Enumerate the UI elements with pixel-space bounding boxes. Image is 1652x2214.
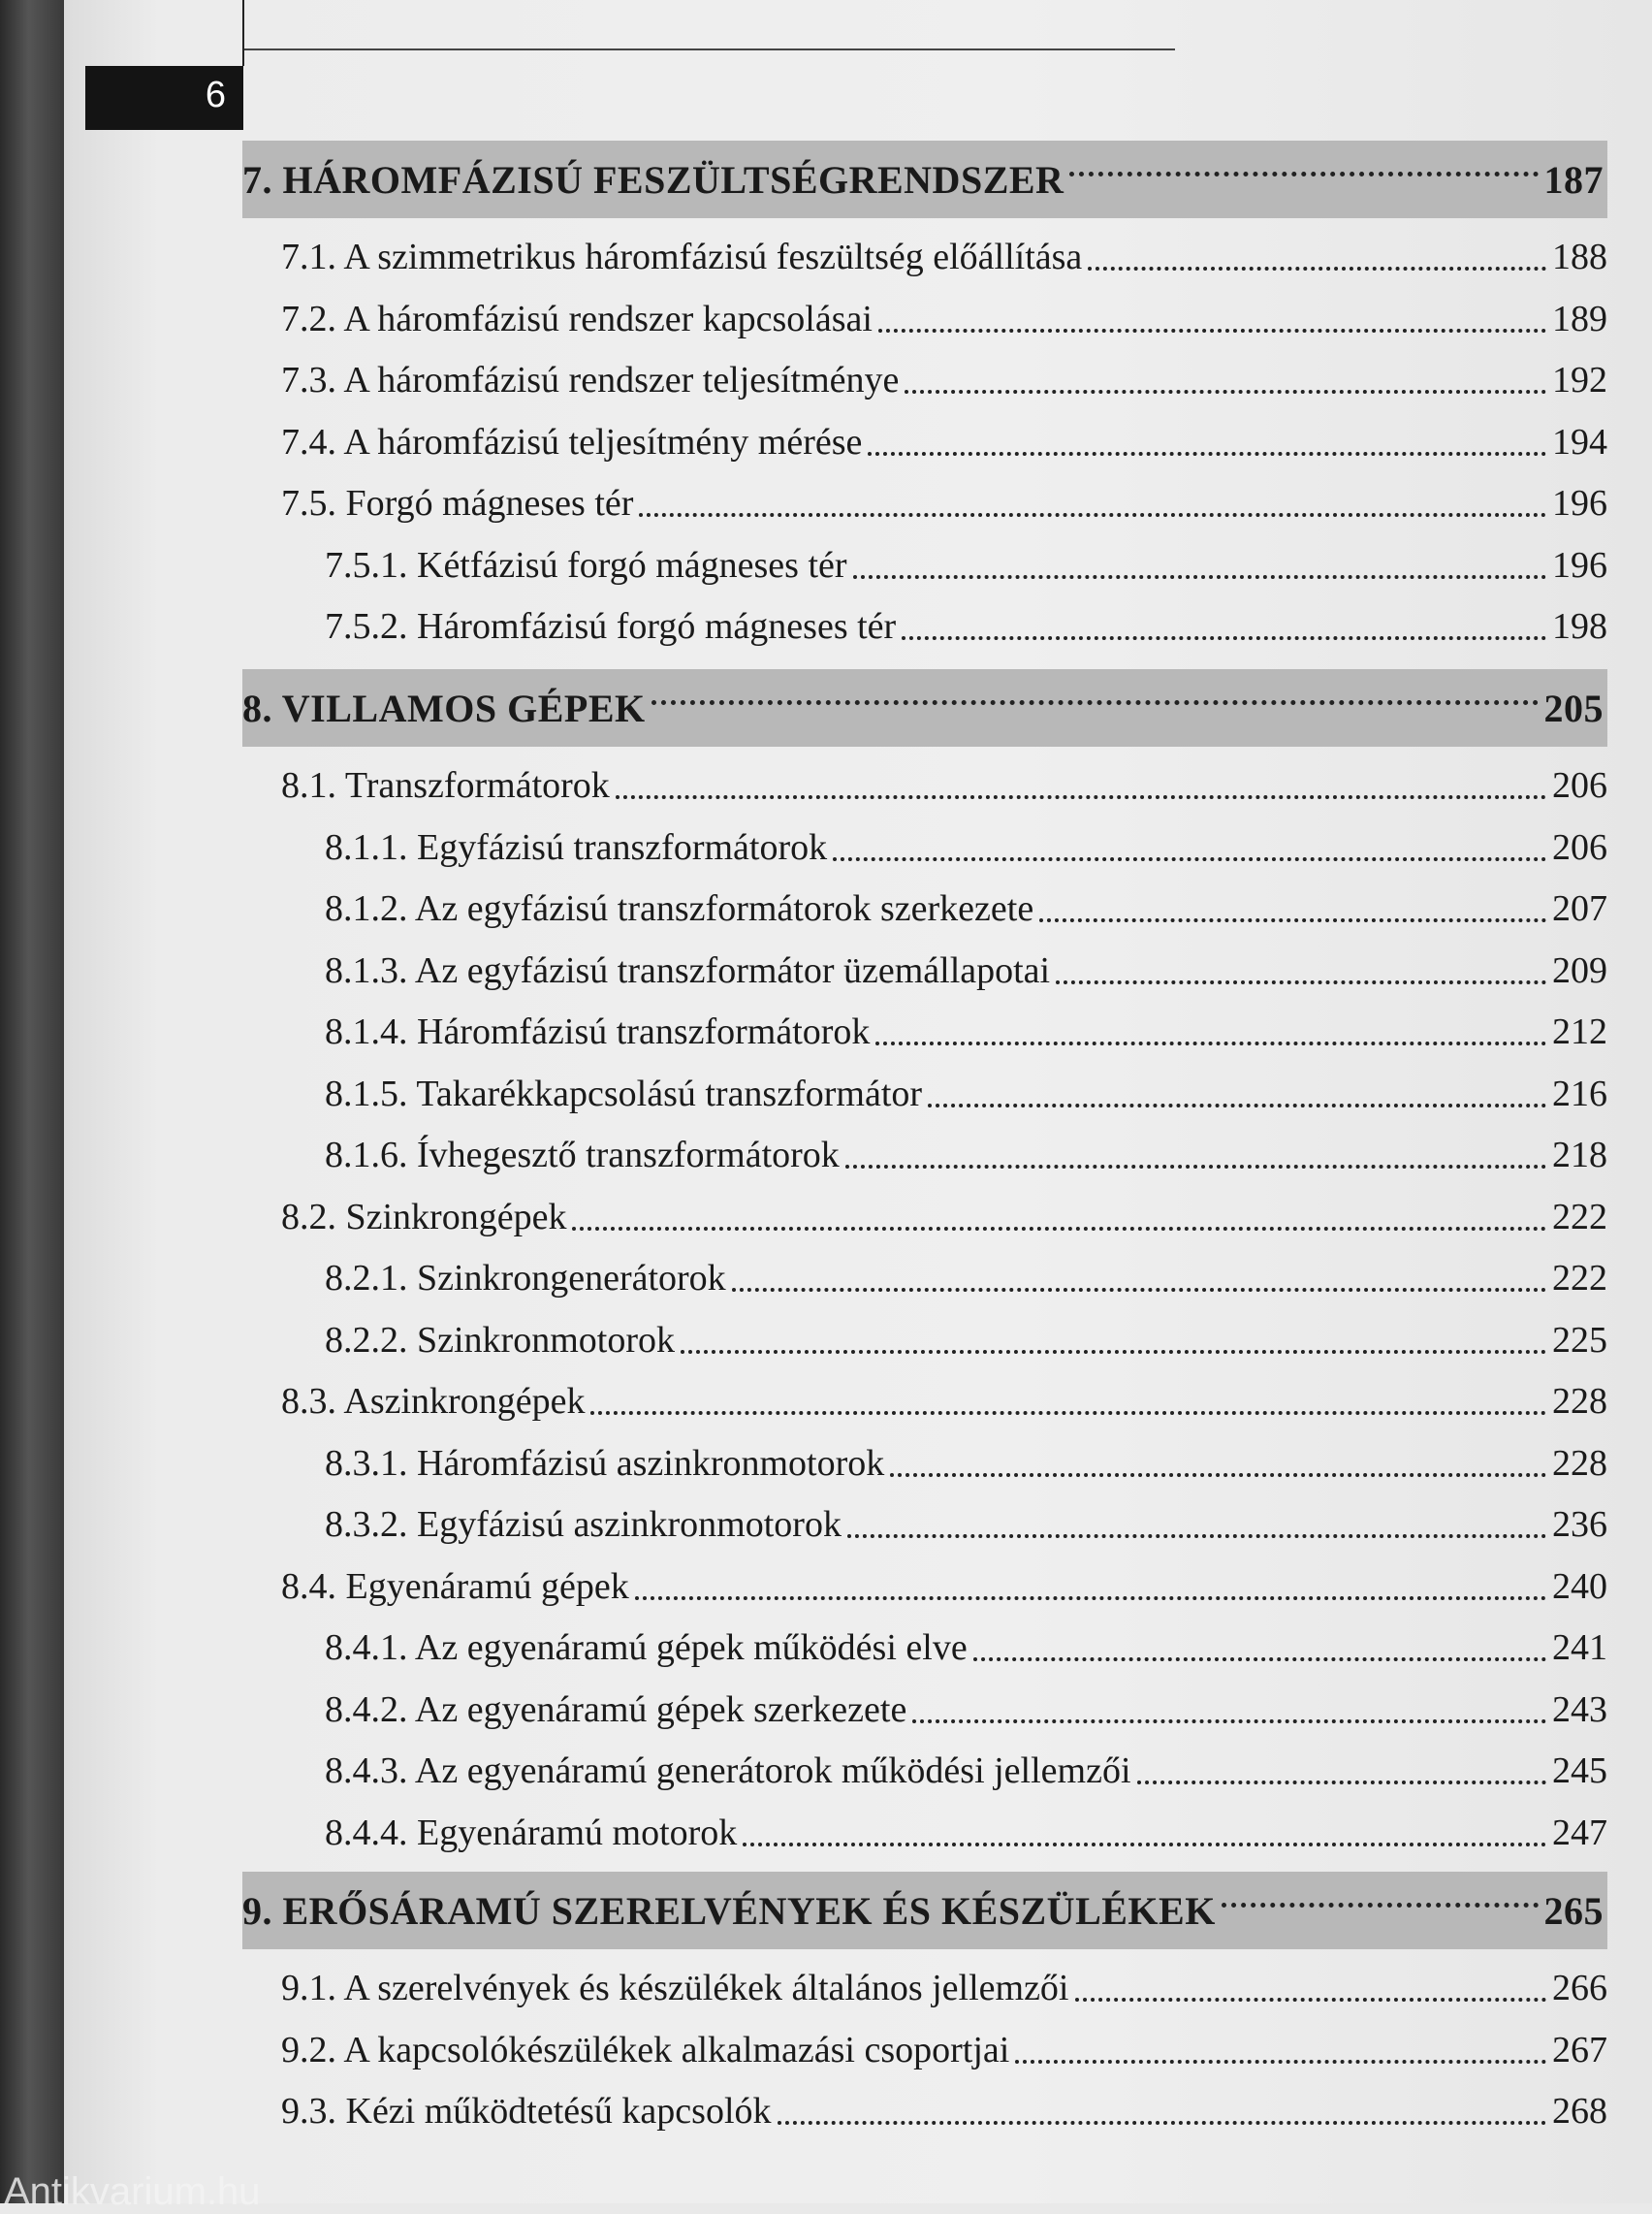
entry-title: 7.5.1. Kétfázisú forgó mágneses tér [325,544,847,586]
dot-leader [1039,917,1546,922]
dot-leader [1222,1902,1539,1908]
page-number: 6 [205,75,226,115]
toc-entry [281,1180,1607,1238]
entry-title: 8.4.3. Az egyenáramú generátorok működési jellemzői [325,1750,1131,1791]
entry-page: 247 [1552,1812,1607,1853]
entry-title: 7.5.2. Háromfázisú forgó mágneses tér [325,606,897,647]
entry-title: 8.1.4. Háromfázisú transzformátorok [325,1011,871,1052]
toc-entry [281,2013,1607,2071]
entry-title: 7.1. A szimmetrikus háromfázisú feszültség előállítása [281,237,1083,277]
chapter-page: 265 [1543,1888,1604,1933]
entry-page: 245 [1552,1750,1607,1791]
chapter-title: 9. ERŐSÁRAMÚ SZERELVÉNYEK ÉS KÉSZÜLÉKEK [242,1888,1216,1933]
entry-title: 8.3.2. Egyfázisú aszinkronmotorok [325,1504,842,1545]
dot-leader [845,1164,1546,1169]
toc-entry [281,466,1607,525]
dot-leader [878,328,1546,333]
entry-title: 8.1.5. Takarékkapcsolású transzformátor [325,1073,923,1114]
chapter-page: 205 [1543,686,1604,730]
dot-leader [651,699,1539,705]
chapter-heading [242,1872,1607,1949]
toc-entry [325,934,1607,992]
chapter-page: 187 [1543,157,1604,202]
entry-page: 206 [1552,826,1607,868]
entry-title: 7.4. A háromfázisú teljesítmény mérése [281,421,863,463]
entry-page: 243 [1552,1688,1607,1730]
toc-entry [281,749,1607,807]
toc-entry [325,872,1607,930]
toc-entry [281,220,1607,278]
toc-entry [325,995,1607,1053]
entry-title: 8.2.2. Szinkronmotorok [325,1319,675,1361]
dot-leader [635,1595,1546,1600]
entry-title: 8.4. Egyenáramú gépek [281,1565,629,1607]
entry-page: 216 [1552,1073,1607,1114]
toc-entry [281,282,1607,340]
entry-page: 206 [1552,765,1607,806]
toc-entry [281,2074,1607,2133]
dot-leader [868,451,1546,456]
entry-page: 188 [1552,237,1607,277]
entry-page: 196 [1552,483,1607,524]
entry-title: 7.5. Forgó mágneses tér [281,483,634,524]
entry-page: 225 [1552,1319,1607,1361]
dot-leader [681,1349,1546,1354]
toc-entry [325,1241,1607,1300]
entry-page: 209 [1552,949,1607,991]
dot-leader [905,389,1546,394]
entry-title: 8.1.3. Az egyfázisú transzformátor üzemállapotai [325,949,1051,991]
dot-leader [1088,266,1546,271]
dot-leader [639,512,1546,517]
entry-title: 8.2.1. Szinkrongenerátorok [325,1258,726,1299]
entry-title: 8.4.2. Az egyenáramú gépek szerkezete [325,1688,907,1730]
entry-page: 268 [1552,2091,1607,2132]
chapter-title: 8. VILLAMOS GÉPEK [242,686,646,730]
toc-entry [325,1734,1607,1792]
dot-leader [847,1533,1546,1538]
toc-entry [325,1796,1607,1854]
entry-title: 8.1.2. Az egyfázisú transzformátorok szerkezete [325,888,1034,929]
entry-title: 8.4.1. Az egyenáramú gépek működési elve [325,1627,968,1668]
entry-title: 7.3. A háromfázisú rendszer teljesítménye [281,360,900,401]
entry-page: 212 [1552,1011,1607,1052]
dot-leader [902,635,1546,640]
dot-leader [853,574,1546,579]
toc-entry [325,1303,1607,1362]
entry-page: 196 [1552,544,1607,586]
toc-entry [325,1673,1607,1731]
toc-entry [325,1427,1607,1485]
dot-leader [1069,171,1538,176]
dot-leader [875,1041,1546,1045]
dot-leader [890,1472,1546,1477]
toc-entry [281,1951,1607,2009]
entry-page: 236 [1552,1504,1607,1545]
entry-page: 198 [1552,606,1607,647]
dot-leader [973,1656,1546,1661]
entry-title: 8.1.6. Ívhegesztő transzformátorok [325,1135,840,1175]
dot-leader [1075,1997,1547,2002]
entry-page: 218 [1552,1135,1607,1175]
entry-title: 8.1. Transzformátorok [281,765,610,806]
entry-page: 194 [1552,421,1607,463]
entry-title: 9.1. A szerelvények és készülékek általános jellemzői [281,1968,1069,2008]
toc-entry [325,1488,1607,1546]
entry-title: 8.3.1. Háromfázisú aszinkronmotorok [325,1442,885,1484]
toc-entry [325,1118,1607,1176]
entry-page: 207 [1552,888,1607,929]
entry-title: 9.3. Kézi működtetésű kapcsolók [281,2091,772,2132]
entry-page: 222 [1552,1196,1607,1237]
entry-title: 7.2. A háromfázisú rendszer kapcsolásai [281,298,873,339]
entry-page: 240 [1552,1565,1607,1607]
entry-page: 192 [1552,360,1607,401]
dot-leader [928,1103,1546,1107]
toc-entry [325,529,1607,587]
toc-entry [325,590,1607,648]
entry-page: 189 [1552,298,1607,339]
entry-title: 8.2. Szinkrongépek [281,1196,567,1237]
dot-leader [616,794,1546,799]
entry-title: 8.1.1. Egyfázisú transzformátorok [325,826,828,868]
entry-page: 228 [1552,1381,1607,1422]
dot-leader [778,2120,1546,2125]
toc-entry [325,1611,1607,1669]
entry-title: 8.3. Aszinkrongépek [281,1381,586,1422]
entry-title: 8.4.4. Egyenáramú motorok [325,1812,738,1853]
entry-page: 267 [1552,2029,1607,2070]
toc-entry [325,1057,1607,1115]
toc-entry [281,343,1607,401]
entry-page: 228 [1552,1442,1607,1484]
dot-leader [732,1287,1546,1292]
toc-entry [325,811,1607,869]
dot-leader [743,1842,1546,1846]
dot-leader [912,1718,1546,1723]
dot-leader [833,856,1546,861]
chapter-title: 7. HÁROMFÁZISÚ FESZÜLTSÉGRENDSZER [242,157,1064,202]
dot-leader [590,1410,1546,1415]
dot-leader [1056,979,1546,984]
chapter-heading [242,141,1607,218]
entry-page: 222 [1552,1258,1607,1299]
watermark-text: Antikvarium.hu [4,2170,261,2213]
entry-page: 266 [1552,1968,1607,2008]
toc-entry [281,1364,1607,1423]
dot-leader [1137,1780,1546,1784]
chapter-heading [242,669,1607,747]
toc-entry [281,1550,1607,1608]
toc-entry [281,405,1607,464]
dot-leader [1015,2059,1546,2064]
entry-title: 9.2. A kapcsolókészülékek alkalmazási csoportjai [281,2029,1010,2070]
entry-page: 241 [1552,1627,1607,1668]
dot-leader [572,1226,1546,1231]
